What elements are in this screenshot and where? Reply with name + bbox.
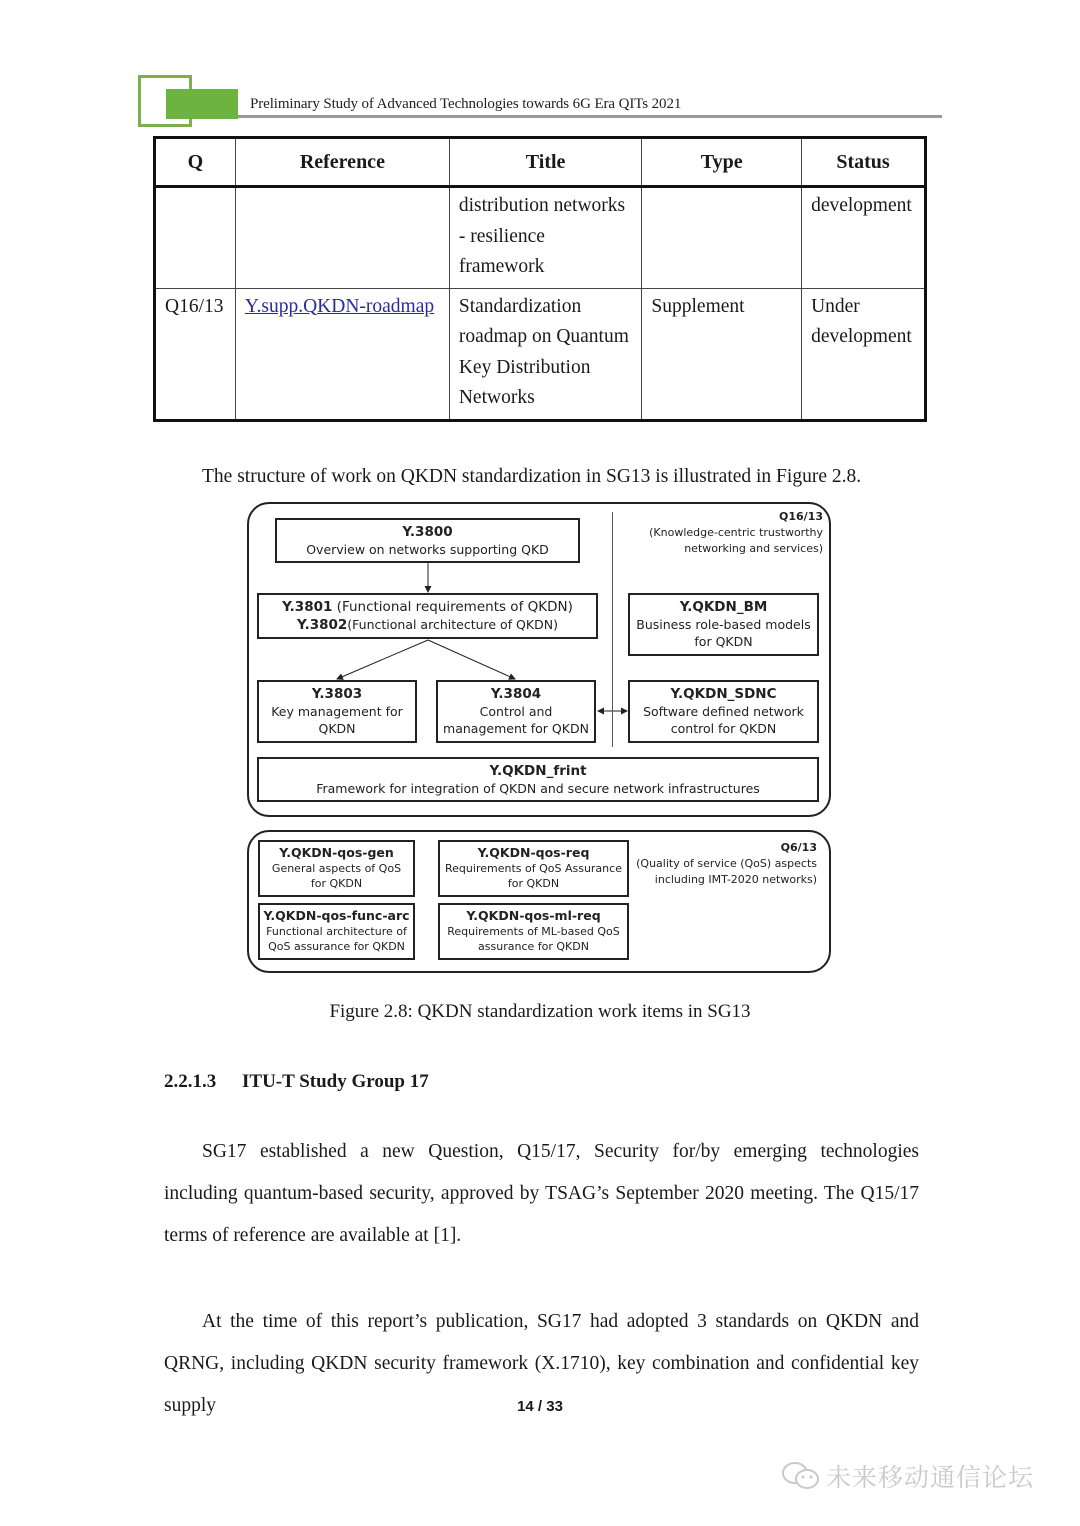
q16-number: Q16/13 — [779, 510, 823, 523]
wechat-icon — [780, 1460, 822, 1492]
status-line: development — [811, 326, 912, 347]
box-qos-ml-req — [438, 903, 629, 960]
box-desc: (Functional architecture of QKDN) — [347, 616, 558, 632]
box-title: Y.3803 — [311, 686, 363, 702]
cell-type — [642, 187, 802, 289]
box-y3803 — [257, 680, 417, 743]
work-items-table — [153, 136, 927, 422]
box-desc: for QKDN — [694, 634, 753, 649]
title-line: distribution networks — [458, 195, 626, 216]
q6-desc-line: including IMT-2020 networks) — [654, 873, 817, 886]
table-row — [155, 288, 926, 420]
q6-number: Q6/13 — [780, 841, 817, 854]
box-y3800 — [275, 518, 580, 563]
title-line: Standardization — [458, 295, 582, 317]
box-title: Y.3801 — [282, 598, 333, 615]
y3801-line — [259, 599, 596, 616]
y3802-line — [259, 616, 596, 634]
table-header-row — [155, 138, 926, 187]
cell-q: Q16/13 — [155, 288, 236, 420]
box-desc: Functional architecture of — [266, 924, 407, 938]
box-desc: for QKDN — [507, 877, 560, 891]
box-desc: QKDN — [318, 721, 356, 736]
title-line: Key Distribution — [458, 356, 591, 378]
box-title: Y.QKDN-qos-gen — [279, 845, 394, 861]
column-header-title: Title — [449, 138, 642, 187]
box-desc: for QKDN — [310, 877, 363, 891]
box-title: Y.QKDN-qos-req — [477, 845, 590, 861]
box-qkdn-frint — [257, 757, 819, 802]
box-qkdn-bm — [628, 593, 819, 656]
box-desc: Business role-based models — [636, 617, 811, 632]
column-header-reference: Reference — [235, 138, 449, 187]
intro-paragraph: The structure of work on QKDN standardization in SG13 is illustrated in Figure 2.8. — [202, 466, 862, 487]
title-line: framework — [458, 256, 545, 277]
q6-label — [630, 840, 817, 888]
box-title: Y.QKDN-qos-func-arc — [263, 908, 410, 924]
box-title: Y.3800 — [402, 523, 453, 540]
box-desc: Software defined network — [643, 704, 804, 719]
box-desc: Key management for — [271, 704, 403, 719]
box-y3801-y3802 — [257, 593, 598, 639]
box-title: Y.QKDN_BM — [679, 599, 768, 615]
cell-q — [155, 187, 236, 289]
q6-desc-line: (Quality of service (QoS) aspects — [636, 857, 817, 870]
column-header-type: Type — [642, 138, 802, 187]
box-desc: assurance for QKDN — [478, 940, 589, 954]
box-desc: management for QKDN — [443, 721, 589, 736]
column-header-status: Status — [802, 138, 926, 187]
box-title: Y.QKDN_SDNC — [670, 686, 777, 702]
paragraph-text: At the time of this report’s publication, SG17 had adopted 3 standards on QKDN and QRNG, including QKDN security framework (X.1710), key combination and confidential key supply — [164, 1311, 919, 1416]
q16-desc-line: networking and services) — [684, 542, 823, 555]
page-number: 14 / 33 — [517, 1398, 563, 1415]
box-desc: Requirements of ML-based QoS — [447, 924, 620, 938]
box-qkdn-sdnc — [628, 680, 819, 743]
box-desc: control for QKDN — [670, 721, 777, 736]
table-row — [155, 187, 926, 289]
header-logo-fill — [166, 89, 238, 119]
paragraph-text: SG17 established a new Question, Q15/17, Security for/by emerging technologies including quantum-based security, approved by TSAG’s September 2020 meeting. The Q15/17 terms of reference are available at [1]. — [164, 1141, 919, 1246]
cell-title — [449, 288, 642, 420]
box-title: Y.3802 — [297, 616, 348, 633]
header-rule — [238, 115, 942, 118]
title-line: - resilience — [458, 225, 545, 247]
q16-divider — [612, 512, 613, 747]
watermark — [780, 1458, 1034, 1494]
status-line: Under — [811, 295, 860, 317]
title-line: roadmap on Quantum — [458, 326, 629, 347]
figure-caption: Figure 2.8: QKDN standardization work items in SG13 — [329, 1001, 751, 1022]
box-qos-gen — [258, 840, 415, 897]
box-desc: Framework for integration of QKDN and secure network infrastructures — [316, 780, 760, 796]
body-paragraph — [164, 1131, 919, 1257]
section-title: ITU-T Study Group 17 — [242, 1071, 429, 1092]
running-header-title: Preliminary Study of Advanced Technologies towards 6G Era QITs 2021 — [250, 96, 682, 112]
box-desc: (Functional requirements of QKDN) — [332, 598, 573, 615]
box-desc: QoS assurance for QKDN — [268, 940, 405, 954]
box-desc: Control and — [479, 704, 553, 719]
cell-reference — [235, 187, 449, 289]
reference-link[interactable]: Y.supp.QKDN-roadmap — [244, 295, 435, 317]
box-y3804 — [436, 680, 596, 743]
cell-status — [802, 288, 926, 420]
box-qos-req — [438, 840, 629, 897]
box-desc: General aspects of QoS — [271, 861, 402, 875]
watermark-text: 未来移动通信论坛 — [826, 1463, 1035, 1492]
box-title: Y.3804 — [490, 686, 542, 702]
box-qos-func-arc — [258, 903, 415, 960]
status-line: development — [811, 195, 912, 216]
q16-label — [620, 509, 823, 557]
section-heading — [164, 1071, 429, 1093]
cell-title — [449, 187, 642, 289]
q16-desc-line: (Knowledge-centric trustworthy — [649, 526, 823, 539]
column-header-q: Q — [155, 138, 236, 187]
box-desc: Overview on networks supporting QKD — [306, 541, 549, 557]
title-line: Networks — [458, 387, 535, 408]
section-number: 2.2.1.3 — [164, 1071, 217, 1092]
cell-status — [802, 187, 926, 289]
box-title: Y.QKDN_frint — [489, 762, 587, 779]
box-desc: Requirements of QoS Assurance — [445, 861, 622, 875]
cell-reference — [235, 288, 449, 420]
cell-type: Supplement — [642, 288, 802, 420]
box-title: Y.QKDN-qos-ml-req — [466, 908, 601, 924]
